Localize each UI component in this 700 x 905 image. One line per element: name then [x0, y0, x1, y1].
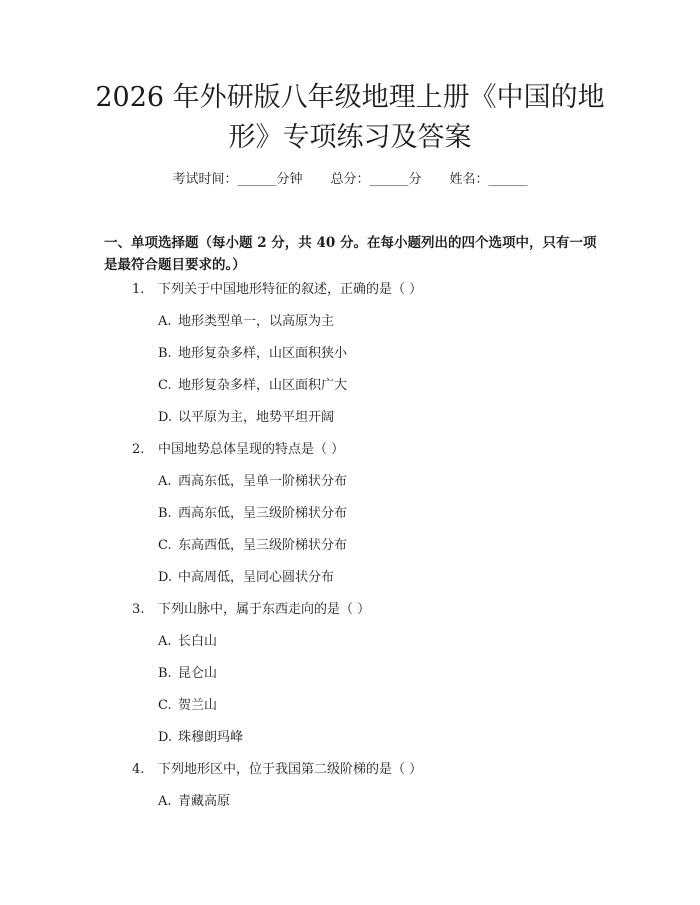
question-1-option-d — [158, 408, 334, 428]
option-letter: A. — [158, 474, 172, 489]
option-letter: A. — [158, 634, 172, 649]
student-name-field: 姓名：______ — [449, 172, 528, 187]
option-letter: C. — [158, 378, 172, 393]
question-number: 2. — [132, 442, 145, 457]
option-letter: B. — [158, 346, 172, 361]
option-letter: A. — [158, 314, 172, 329]
section-heading-single-choice: 一、单项选择题（每小题 2 分，共 40 分。在每小题列出的四个选项中，只有一项是最符合题目要求的。） — [104, 235, 597, 273]
option-letter: D. — [158, 730, 173, 745]
option-text: 昆仑山 — [178, 666, 218, 681]
question-2-option-d — [158, 568, 334, 588]
question-1-option-b — [158, 344, 347, 364]
option-text: 地形复杂多样，山区面积广大 — [178, 378, 348, 393]
exam-time-field: 考试时间：______分钟 — [172, 172, 303, 187]
option-letter: D. — [158, 410, 173, 425]
question-text: 中国地势总体呈现的特点是（ ） — [158, 442, 345, 457]
option-letter: C. — [158, 698, 172, 713]
option-letter: B. — [158, 666, 172, 681]
question-1-option-a — [158, 312, 334, 332]
question-text: 下列关于中国地形特征的叙述，正确的是（ ） — [158, 282, 423, 297]
option-letter: A. — [158, 794, 172, 809]
question-3-option-d — [158, 728, 243, 748]
question-1 — [132, 280, 422, 300]
question-4 — [132, 760, 422, 780]
question-2-option-c — [158, 536, 347, 556]
question-text: 下列山脉中，属于东西走向的是（ ） — [158, 602, 371, 617]
question-2-option-b — [158, 504, 347, 524]
option-text: 青藏高原 — [178, 794, 231, 809]
question-3-option-b — [158, 664, 217, 684]
title-line-1: 2026 年外研版八年级地理上册《中国的地 — [95, 82, 605, 113]
question-4-option-a — [158, 792, 230, 812]
option-text: 东高西低，呈三级阶梯状分布 — [178, 538, 348, 553]
option-text: 贺兰山 — [178, 698, 218, 713]
option-text: 地形复杂多样，山区面积狭小 — [178, 346, 348, 361]
option-letter: D. — [158, 570, 173, 585]
option-letter: B. — [158, 506, 172, 521]
question-number: 4. — [132, 762, 145, 777]
option-text: 长白山 — [178, 634, 218, 649]
question-1-option-c — [158, 376, 347, 396]
question-3 — [132, 600, 370, 620]
question-number: 1. — [132, 282, 145, 297]
title-line-2: 形》专项练习及答案 — [228, 122, 472, 153]
document-title — [90, 78, 610, 158]
question-text: 下列地形区中，位于我国第二级阶梯的是（ ） — [158, 762, 423, 777]
question-number: 3. — [132, 602, 145, 617]
option-text: 珠穆朗玛峰 — [178, 730, 244, 745]
option-text: 地形类型单一，以高原为主 — [178, 314, 335, 329]
question-2-option-a — [158, 472, 347, 492]
exam-info-bar — [0, 168, 700, 187]
option-text: 以平原为主，地势平坦开阔 — [178, 410, 335, 425]
total-score-field: 总分：______分 — [330, 172, 422, 187]
question-3-option-a — [158, 632, 217, 652]
option-text: 中高周低，呈同心圆状分布 — [178, 570, 335, 585]
question-2 — [132, 440, 344, 460]
option-text: 西高东低，呈三级阶梯状分布 — [178, 506, 348, 521]
option-letter: C. — [158, 538, 172, 553]
option-text: 西高东低，呈单一阶梯状分布 — [178, 474, 348, 489]
question-3-option-c — [158, 696, 217, 716]
